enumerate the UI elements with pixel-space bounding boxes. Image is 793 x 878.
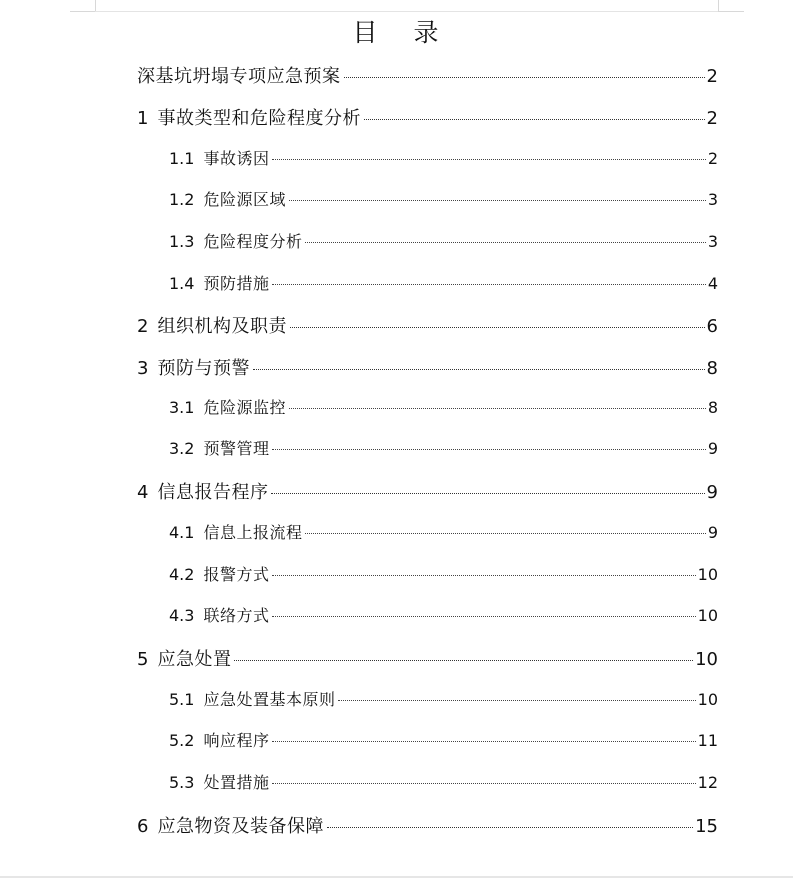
toc-dot-leader — [305, 533, 705, 534]
toc-entry-title: 响应程序 — [203, 731, 270, 750]
toc-entry-page-number: 9 — [706, 482, 718, 503]
toc-dot-leader — [272, 741, 695, 742]
toc-entry-number: 4.2 — [169, 565, 195, 584]
toc-entry-title: 危险源区域 — [203, 190, 286, 209]
toc-entry-title: 信息上报流程 — [203, 523, 303, 542]
toc-entry-page-number: 10 — [697, 565, 718, 584]
toc-dot-leader — [272, 575, 695, 576]
toc-entry[interactable] — [137, 354, 718, 380]
toc-entry-title: 预警管理 — [203, 439, 270, 458]
toc-dot-leader — [289, 408, 706, 409]
toc-entry-title: 预防与预警 — [157, 358, 250, 379]
toc-entry-number: 6 — [137, 816, 149, 837]
toc-entry-page-number: 15 — [695, 816, 718, 837]
toc-entry[interactable] — [169, 728, 718, 752]
toc-entry[interactable] — [169, 687, 718, 711]
toc-entry-title: 应急处置 — [157, 649, 232, 670]
toc-entry[interactable] — [169, 187, 718, 211]
toc-entry-title: 信息报告程序 — [157, 482, 269, 503]
toc-entry-page-number: 2 — [706, 108, 718, 129]
toc-entry-page-number: 10 — [695, 649, 718, 670]
toc-entry-number: 2 — [137, 316, 149, 337]
toc-entry-title: 危险源监控 — [203, 398, 286, 417]
toc-entry-page-number: 11 — [697, 731, 718, 750]
toc-entry-number: 5.3 — [169, 773, 195, 792]
toc-entry-title: 报警方式 — [203, 565, 270, 584]
toc-entry-page-number: 9 — [707, 523, 718, 542]
toc-dot-leader — [305, 242, 705, 243]
toc-dot-leader — [338, 700, 695, 701]
toc-entry-title: 事故类型和危险程度分析 — [157, 108, 361, 129]
toc-entry[interactable] — [137, 62, 718, 88]
toc-dot-leader — [272, 284, 705, 285]
toc-entry[interactable] — [169, 229, 718, 253]
toc-title: 目 录 — [352, 18, 441, 47]
crop-mark-right-h — [718, 11, 744, 12]
toc-entry-title: 事故诱因 — [203, 149, 270, 168]
page-top-edge — [95, 11, 718, 12]
toc-entry-number: 3.1 — [169, 398, 195, 417]
toc-entry-page-number: 4 — [707, 274, 718, 293]
toc-entry-title: 应急处置基本原则 — [203, 690, 336, 709]
toc-entry-page-number: 10 — [697, 690, 718, 709]
toc-dot-leader — [271, 493, 704, 494]
toc-entry-page-number: 6 — [706, 316, 718, 337]
toc-entry[interactable] — [169, 562, 718, 586]
toc-entry-page-number: 3 — [707, 190, 718, 209]
toc-dot-leader — [290, 327, 705, 328]
toc-entry[interactable] — [137, 645, 718, 671]
toc-entry-page-number: 2 — [707, 149, 718, 168]
toc-entry[interactable] — [137, 312, 718, 338]
toc-entry-page-number: 10 — [697, 606, 718, 625]
toc-entry[interactable] — [169, 395, 718, 419]
toc-entry[interactable] — [169, 770, 718, 794]
toc-entry-number: 3.2 — [169, 439, 195, 458]
toc-entry-title: 组织机构及职责 — [157, 316, 287, 337]
toc-entry-page-number: 8 — [707, 398, 718, 417]
toc-entry-number: 1.1 — [169, 149, 195, 168]
toc-entry-number: 1 — [137, 108, 149, 129]
toc-entry-page-number: 12 — [697, 773, 718, 792]
toc-dot-leader — [272, 616, 695, 617]
toc-entry[interactable] — [169, 271, 718, 295]
toc-entry-page-number: 9 — [707, 439, 718, 458]
toc-entry[interactable] — [169, 603, 718, 627]
toc-entry[interactable] — [137, 478, 718, 504]
toc-dot-leader — [364, 119, 705, 120]
toc-dot-leader — [327, 827, 693, 828]
toc-dot-leader — [272, 159, 705, 160]
toc-entry-title: 危险程度分析 — [203, 232, 303, 251]
toc-entry-number: 1.4 — [169, 274, 195, 293]
toc-dot-leader — [272, 449, 705, 450]
toc-entry-title: 联络方式 — [203, 606, 270, 625]
toc-entry[interactable] — [169, 146, 718, 170]
toc-entry[interactable] — [169, 436, 718, 460]
toc-dot-leader — [289, 200, 706, 201]
toc-entry-number: 5 — [137, 649, 149, 670]
toc-entry-number: 1.2 — [169, 190, 195, 209]
toc-entry-page-number: 2 — [706, 66, 718, 87]
toc-entry-number: 5.1 — [169, 690, 195, 709]
toc-entry-title: 应急物资及装备保障 — [157, 816, 324, 837]
toc-entry-title: 深基坑坍塌专项应急预案 — [137, 66, 341, 87]
toc-entry[interactable] — [169, 520, 718, 544]
toc-entry[interactable] — [137, 812, 718, 838]
toc-dot-leader — [272, 783, 695, 784]
toc-entry-title: 处置措施 — [203, 773, 270, 792]
crop-mark-left-h — [70, 11, 96, 12]
toc-dot-leader — [253, 369, 705, 370]
toc-entry-number: 4 — [137, 482, 149, 503]
toc-entry-number: 4.3 — [169, 606, 195, 625]
toc-entry[interactable] — [137, 104, 718, 130]
toc-entry-page-number: 8 — [706, 358, 718, 379]
toc-entry-page-number: 3 — [707, 232, 718, 251]
toc-entry-number: 4.1 — [169, 523, 195, 542]
toc-dot-leader — [234, 660, 693, 661]
toc-dot-leader — [344, 77, 705, 78]
toc-entry-title: 预防措施 — [203, 274, 270, 293]
toc-entry-number: 1.3 — [169, 232, 195, 251]
toc-entry-number: 5.2 — [169, 731, 195, 750]
toc-entry-number: 3 — [137, 358, 149, 379]
